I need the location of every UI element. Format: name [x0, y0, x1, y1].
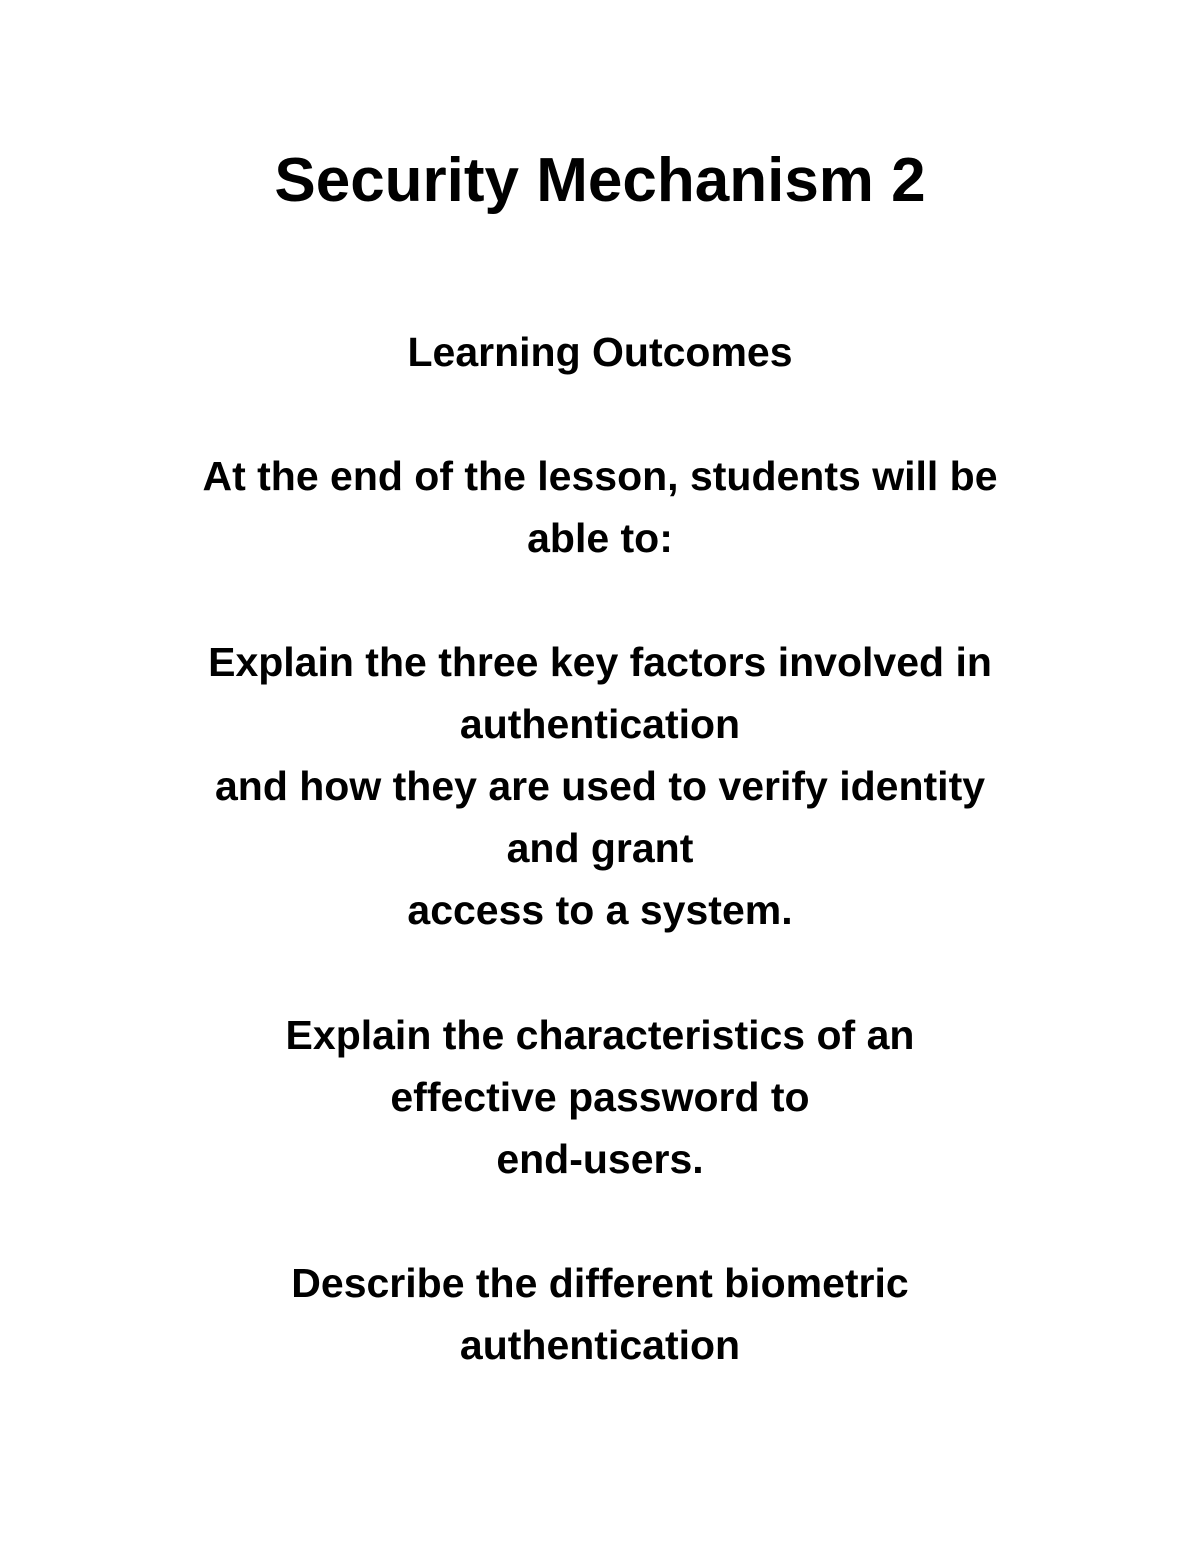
outcome-line: Explain the three key factors involved in [208, 639, 992, 685]
intro-line: At the end of the lesson, students will be [202, 453, 998, 499]
outcome-line: effective password to [390, 1074, 810, 1120]
outcome-line: authentication [459, 1322, 741, 1368]
outcome-line: and grant [506, 825, 694, 871]
page-title: Security Mechanism 2 [274, 146, 926, 215]
section-heading: Learning Outcomes [407, 329, 793, 375]
intro-line: able to: [527, 515, 673, 561]
outcome-line: end-users. [496, 1136, 704, 1182]
outcome-line: and how they are used to verify identity [214, 763, 986, 809]
outcome-line: Explain the characteristics of an [285, 1012, 915, 1058]
outcome-line: authentication [459, 701, 741, 747]
outcome-line: Describe the different biometric [291, 1260, 909, 1306]
outcome-line: access to a system. [407, 887, 793, 933]
